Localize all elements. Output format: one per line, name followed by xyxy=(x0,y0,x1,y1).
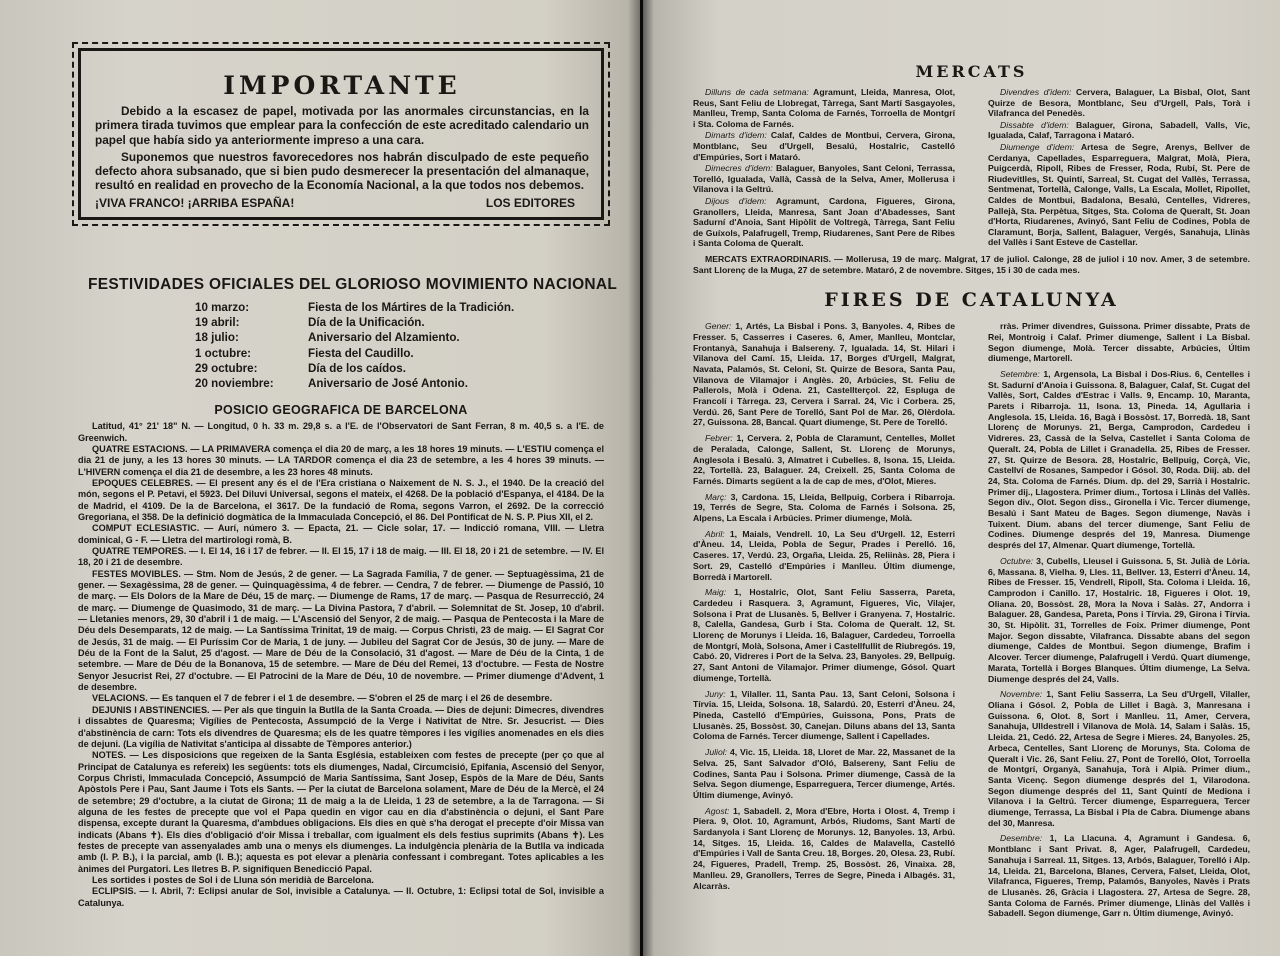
mercat-day-label: Diumenge d'idem: xyxy=(1000,141,1075,152)
fira-month-entry xyxy=(693,747,955,801)
mercat-entry xyxy=(988,142,1250,248)
fira-month-entry xyxy=(988,833,1250,919)
mercat-entry xyxy=(988,120,1250,141)
mercat-day-label: Dijous d'idem: xyxy=(705,195,767,206)
fira-month-text: 1, Argensola, La Bisbal i Dos-Rius. 6, Centelles i St. Sadurní d'Anoia i Guissona. 8, Balaguer, Calaf, St. Cugat del Vallès, Sort, Caldes d'Estrac i Valls. 9, Encamp. 10, Maranta, Parets i Ribarroja. 11, Isona. 13, Pineda. 14, Agullaria i Anglesola. 15, Lleida. 16, Bagà i Bossòst. 17, Borredà. 18, Sant Llorenç de Morunys. 21, Berga, Camprodon, Cardedeu i Vidreres. 23, Cassà de la Selva, Castellet i Santa Coloma de Queralt. 24, Pobla de Lillet i Granadella. 25, Ribes de Fresser. 27, St. Quirze de Besora. 28, Hostalric, Bellpuig, Corçà, Vic, Castellví de Rosanes, Sampedor i Gósol. 30, Roda. Diij. ab. del 24, Sta. Coloma de Farnés. Dium. dp. del 29, Sarrià i Hostalric. Primer dij., Llagostera. Primer dium., Tortosa i Llinàs del Vallès. Segon div., Olot. Segon diss., Gironella i Vic. Tercer diumenge, Besalú i Sant Mateu de Bages. Segon diumenge, Navàs i Tuixent. Dium. abans del tercer diumenge, Sant Feliu de Codines. Diumenge després del 19, Manresa. Diumenge després del 17, Almenar. Quart diumenge, Tortellà. xyxy=(988,368,1251,551)
posicio-title: POSICIO GEOGRAFICA DE BARCELONA xyxy=(214,403,468,418)
right-page xyxy=(643,0,1280,956)
mercat-towns: Calaf, Caldes de Montbui, Cervera, Girona, Montblanc, Seu d'Urgell, Besalú, Hostalric, Castelló d'Empúries, Sort i Mataró. xyxy=(693,130,956,162)
mercat-entry xyxy=(988,87,1250,119)
importante-footer xyxy=(95,196,589,210)
fira-month-text: 1, Sabadell. 2, Mora d'Ebre, Horta i Olost. 4, Tremp i Piera. 9, Olot. 10, Agramunt, Arbós, Riudoms, Sant Martí de Sardanyola i Sant Llorenç de Morunys. 12, Banyoles. 13, Arbú. 14, Sitges. 15, Lleida. 16, Caldes de Malavella, Castelló d'Empúries i Vall de Santa Creu. 18, Borges. 20, Olesa. 23, Rubí. 24, Figueres, Pradell, Tremp. 25, Bossòst. 26, Vinaixa. 28, Manlleu. 29, Granollers, Terres de Segre, Pineda i Albagés. 31, Alcarràs. xyxy=(693,805,955,891)
posicio-paragraph: Latitud, 41° 21' 18" N. — Longitud, 0 h. 33 m. 29,8 s. a l'E. de l'Observatori de Sant Ferran, 8 m. 40,5 s. a l'E. de Greenwich. xyxy=(78,421,604,443)
fira-month-entry xyxy=(988,689,1250,828)
importante-title: IMPORTANTE xyxy=(223,71,461,100)
festividad-row xyxy=(195,346,604,361)
mercat-day-label: Divendres d'idem: xyxy=(1000,87,1072,97)
fira-month-label: Abril: xyxy=(705,528,725,539)
festividad-desc: Día de la Unificación. xyxy=(308,316,425,330)
posicio-paragraph: COMPUT ECLESIASTIC. — Aurí, número 3. — Epacta, 21. — Cicle solar, 17. — Indicció romana, VIII. — Lletra dominical, G - F. — Lletra del martirologi romà, B. xyxy=(78,523,604,545)
mercat-towns: Artesa de Segre, Arenys, Bellver de Cerdanya, Capellades, Esparreguera, Malgrat, Molà, Piera, Puigcerdà, Ripoll, Ribes de Fresser, Roda, Rubí, St. Pere de Riudevitlles, St. Quintí, Sarreal, St. Cugat del Vallès, Terrassa, Sentmenat, Tortellà, Calonge, Valls, La Escala, Mollet, Ripollet, Caldes de Montbui, Badalona, Besalú, Centelles, Vidreres, Pallejà, Sta. Perpètua, Sitges, Sta. Coloma de Queralt, St. Joan d'Horta, Riudarenes, Avinyó, Sant Feliu de Codines, Pobla de Claramunt, Borja, Sallent, Balaguer, Vergés, Sanahuja, Llinàs del Vallès i Sant Esteve de Castellar. xyxy=(988,141,1250,248)
mercats-column-2 xyxy=(988,87,1250,250)
fira-month-entry xyxy=(693,433,955,487)
fires-column-2 xyxy=(988,321,1250,924)
festividad-row xyxy=(195,315,604,330)
mercat-towns: Agramunt, Cardona, Figueres, Girona, Granollers, Lleida, Manresa, Sant Joan d'Abadesses, Sant Sadurní d'Anoia, Sant Hipòlit de Voltregà, Tàrrega, Sant Feliu de Guíxols, Palafrugell, Tremp, Riudarenes, Sant Pere de Ribes i Santa Coloma de Queralt. xyxy=(693,195,955,249)
posicio-paragraph: VELACIONS. — Es tanquen el 7 de febrer i el 1 de desembre. — S'obren el 25 de març i el 26 de desembre. xyxy=(92,693,553,704)
importante-slogan: ¡VIVA FRANCO! ¡ARRIBA ESPAÑA! xyxy=(95,195,295,210)
festividad-date: 18 julio: xyxy=(195,331,239,345)
fira-month-entry xyxy=(988,369,1250,551)
fira-month-entry xyxy=(988,321,1250,364)
festividad-row xyxy=(195,376,604,391)
fira-month-text: rràs. Primer divendres, Guissona. Primer dissabte, Prats de Rei, Montroig i Calaf. Primer diumenge, Sallent i La Bisbal. Segon diumenge, Molà. Tercer dissabte, Arbúcies, Últim diumenge, Martorell. xyxy=(988,321,1250,364)
festividades-list xyxy=(195,300,604,391)
importante-notice xyxy=(78,48,604,220)
fira-month-text: 1, Artés, La Bisbal i Pons. 3, Banyoles. 4, Ribes de Fresser. 5, Casserres i Caseres. 6, Amer, Manlleu, Montclar, Frontanyà, Sanahuja i Balsereny. 7, Igualada. 14, St. Hilari i Vilanova del Camí. 15, Lleida. 17, Borges d'Urgell, Malgrat, Navata, Palamós, St. Celoni, St. Quirze de Besora, Santa Pau, Vilanova de Vilamajor i Anglès. 20, Arbúcies, St. Feliu de Pallerols, Molà i Odena. 21, Castellterçol. 22, Espluga de Francolí i Tàrrega. 23, Cervera i Sarral. 24, Vic i Corbera. 25, Verdú. 26, Sant Pere de Torelló, Sant Pol de Mar. 26, Olèrdola. 27, Guissona. 28, Bancal. Quart diumenge, St. Pere de Torelló. xyxy=(693,321,956,428)
mercats-title: MERCATS xyxy=(915,62,1028,81)
fira-month-text: 1, Sant Feliu Sasserra, La Seu d'Urgell, Vilaller, Oliana i Gósol. 2, Pobla de Lillet i Bagà. 3, Manresana i Guissona. 6, Olot. 8, Sort i Manlleu. 11, Amer, Cervera, Sanahuja, Ulldestrell i Vilanova de Molà. 14, Salam i Salàs. 15, Lleida. 21, Cedó. 22, Artesa de Segre i Mieres. 24, Banyoles. 25, Arbeca, Centelles, Sant Llorenç de Morunys, Sta. Coloma de Queralt i Vic. 26, Sant Feliu. 27, Pont de Torelló, Olot, Torroella de Montgrí, Organyà, Sanahuja, Torà i Alpià. Primer dium., Santa Vicenç. Segon diumenge després del 1, Vilarodona. Segon diumenge després del 11, Sant Quintí de Mediona i Vilanova i la Geltrú. Tercer diumenge, Esparreguera, Tercer diumenge, Terrassa, La Bisbal i Pla de Cabra. Diumenge abans del 30, Manresa. xyxy=(988,689,1250,828)
mercat-entry xyxy=(693,87,955,129)
mercat-day-label: Dissabte d'idem: xyxy=(1000,119,1069,130)
fires-columns xyxy=(693,321,1250,924)
festividades-title: FESTIVIDADES OFICIALES DEL GLORIOSO MOVIMIENTO NACIONAL xyxy=(88,276,618,293)
fira-month-label: Desembre: xyxy=(1000,833,1043,844)
fira-month-entry xyxy=(988,556,1250,684)
festividad-desc: Fiesta del Caudillo. xyxy=(308,346,414,360)
fira-month-entry xyxy=(693,587,955,683)
fira-month-entry xyxy=(693,806,955,892)
fira-month-text: 1, Cervera. 2, Pobla de Claramunt, Centelles, Mollet de Peralada, Calonge, Sallent, St. Llorenç de Morunys, Anglesola i Besalú. 3, Almatret i Cubelles. 8, Isona. 15, Lleida. 22, Tortellà. 23, Balaguer. 24, Creixell. 25, Santa Coloma de Farnés. Dimarts següent a la de cap de mes, d'Olot, Mieres. xyxy=(693,433,955,486)
festividad-row xyxy=(195,300,604,315)
festividad-desc: Fiesta de los Mártires de la Tradición. xyxy=(308,301,515,314)
posicio-paragraph: EPOQUES CELEBRES. — El present any és el de l'Era cristiana o Naixement de N. S. J., el 1940. De la creació del món, segons el P. Petavi, el 5923. Del Diluvi Universal, segons el mateix, el 4268. De la població d'Espanya, el 4184. De la de Madrid, el 4109. De la de Barcelona, el 3617. De la fundació de Roma, segons Varron, el 2692. De la correcció Gregoriana, el 358. De la definició dogmàtica de la Immaculada Concepció, el 86. Del Pontificat de N. S. P. Pius XII, el 2. xyxy=(78,477,604,522)
mercat-entry xyxy=(693,163,955,195)
mercat-towns: Balaguer, Girona, Sabadell, Valls, Vic, Igualada, Calaf, Tarragona i Mataró. xyxy=(988,119,1250,141)
festividad-date: 29 octubre: xyxy=(195,361,258,375)
fira-month-text: 3, Cubells, Lleusel i Guissona. 5, St. Julià de Lòria. 6, Massana. 8, Vielha. 9, Lles. 11, Bellver. 13, Esterri d'Àneu. 14, Ribes de Fresser. 15, Vendrell, Ripoll, Sta. Coloma i Lleida. 16, Camprodon i Canillo. 17, Hostalric. 18, Figueres i Olot. 19, Oliana. 20, Bossòst. 28, Mora la Nova i Salàs. 27, Andorra i Balaguer. 28, Gandesa, Pareta, Pons i Tírvia. 29, Girona i Tírvia. 30, St. Hipòlit. 31, Torrelles de Foix. Primer diumenge, Pont Major. Segon dissabte, Vilafranca. Dissabte abans del segon diumenge, Caldes de Montbui. Segon diumenge, Brafim i Alcover. Tercer diumenge, Palafrugell i Verdú. Quart diumenge, Marata, Tortellà i Borges Blanques. Últim diumenge, La Selva. Diumenge després del 24, Valls. xyxy=(988,555,1250,684)
fira-month-label: Juliol: xyxy=(705,747,728,758)
fires-column-1 xyxy=(693,321,955,924)
fira-month-entry xyxy=(693,321,955,428)
fira-month-label: Novembre: xyxy=(1000,689,1043,700)
fira-month-label: Agost: xyxy=(705,805,730,816)
fira-month-entry xyxy=(693,529,955,583)
posicio-text xyxy=(78,421,604,909)
mercat-towns: Cervera, Balaguer, La Bisbal, Olot, Sant Quirze de Besora, Montblanc, Seu d'Urgell, Pals, Torà i Vilafranca del Penedès. xyxy=(988,87,1250,119)
fira-month-label: Gener: xyxy=(705,321,732,332)
fira-month-label: Setembre: xyxy=(1000,368,1040,379)
posicio-paragraph: FESTES MOVIBLES. — Stm. Nom de Jesús, 2 de gener. — La Sagrada Família, 7 de gener. — Septuagèssima, 21 de gener. — Sexagèssima, 28 de gener. — Quinquagèssima, 4 de febrer. — Cendra, 7 de febrer. — Diumenge de Passió, 10 de març. — Els Dolors de la Mare de Déu, 15 de març. — Diumenge de Rams, 17 de març. — Pasqua de Resurrecció, 24 de març. — Diumenge de Quasimodo, 31 de març. — La Divina Pastora, 7 d'abril. — Solemnitat de St. Josep, 10 d'abril. — Lletanies menors, 29, 30 d'abril i 1 de maig. — L'Ascensió del Senyor, 2 de maig. — Pasqua de Pentecosta i la Mare de Déu dels Desemparats, 12 de maig. — La Santíssima Trinitat, 19 de maig. — Corpus Christi, 23 de maig. — El Sagrat Cor de Jesús, 31 de maig. — El Puríssim Cor de Maria, 1 de juny. — Jubileu del Sagrat Cor de Jesús, 30 de juny. — Mare de Déu de la Font de la Salut, 25 d'agost. — Mare de Déu de la Consolació, 31 d'agost. — Mare de Déu de la Cinta, 1 de setembre. — Mare de Déu de la Bonanova, 15 de setembre. — Mare de Déu del Remei, 13 d'octubre. — Festa de Nostre Senyor Jesucrist Rei, 27 d'octubre. — El Patrocini de la Mare de Déu, 10 de novembre. — Primer diumenge d'Advent, 1 de desembre. xyxy=(78,568,604,693)
importante-paragraph-1: Debido a la escasez de papel, motivada por las anormales circunstancias, en la primera tirada tuvimos que emplear para la confección de este acreditado calendario un papel que había sido ya anteriormente impreso a una cara. xyxy=(95,104,589,147)
fira-month-label: Març: xyxy=(705,491,727,502)
fires-title: FIRES DE CATALUNYA xyxy=(824,289,1119,312)
mercat-entry xyxy=(693,196,955,249)
fira-month-text: 1, Hostalric, Olot, Sant Feliu Sasserra, Pareta, Cardedeu i Rasquera. 3, Agramunt, Figueres, Vic, Vilajer, Solsona i Prat de Llusanès. 5, Bellver i Granyena. 7, Hostalric. 8, Calella, Gandesa, Gurb i Sta. Coloma de Queralt. 12, St. Llorenç de Morunys i Lleida. 16, Balaguer, Cardedeu, Torroella de Montgrí, Molà, Solsona, Amer i Castellfullit de Riubregós. 19, Cabó. 20, Vidreres i Port de la Selva. 23, Banyoles. 29, Bellpuig. 27, Sant Antoni de Vilamajor. Primer diumenge, Gósol. Quart diumenge, Tortellà. xyxy=(693,587,955,683)
mercats-columns xyxy=(693,87,1250,250)
mercat-day-label: Dimecres d'idem: xyxy=(705,163,773,174)
posicio-paragraph: QUATRE TEMPORES. — I. El 14, 16 i 17 de febrer. — II. El 15, 17 i 18 de maig. — III. El 18, 20 i 21 de setembre. — IV. El 18, 20 i 21 de desembre. xyxy=(78,546,604,568)
festividad-date: 10 marzo: xyxy=(195,301,250,314)
posicio-paragraph: ECLIPSIS. — I. Abril, 7: Eclipsi anular de Sol, invisible a Catalunya. — II. Octubre, 1: Eclipsi total de Sol, invisible a Catalunya. xyxy=(78,886,604,908)
importante-paragraph-2: Suponemos que nuestros favorecedores nos habrán disculpado de este pequeño defecto ahora subsanado, que si bien pudo desmerecer la presentación del almanaque, resultó en realidad en provecho de la Economía Nacional, a la que todos nos debemos. xyxy=(95,149,589,193)
mercats-extraordinaris: MERCATS EXTRAORDINARIS. — Mollerusa, 19 de març. Malgrat, 17 de juliol. Calonge, 28 de juliol i 10 nov. Amer, 3 de setembre. Sant Llorenç de la Muga, 27 de setembre. Mataró, 2 de novembre. Sitges, 15 i 30 de cada mes. xyxy=(693,253,1250,275)
festividad-desc: Aniversario de José Antonio. xyxy=(308,377,468,391)
fira-month-text: 4, Vic. 15, Lleida. 18, Lloret de Mar. 22, Massanet de la Selva. 25, Sant Salvador d'Oló, Balsereny, Sant Feliu de Codines, Santa Pau i Solsona. Primer diumenge, Cassà de la Selva. Segon diumenge, Esparreguera, Tercer diumenge, Artés. Últim diumenge, Avinyó. xyxy=(693,747,955,800)
fira-month-label: Juny: xyxy=(705,688,726,699)
festividad-date: 1 octubre: xyxy=(195,346,252,360)
posicio-paragraph: NOTES. — Les disposicions que regeixen de la Santa Església, estableixen com festes de precepte (per ço que al Principat de Catalunya es refereix) les següents: tots els diumenges, Nadal, Circumcisió, Epifania, Ascensió del Senyor, Corpus Christi, Immaculada Concepció, Assumpció de Maria Santíssima, Sant Josep, Espòs de la Mare de Déu, Sants Apòstols Pere i Pau, Sant Jaume i Tots els Sants. — Per la ciutat de Barcelona solament, Mare de Déu de la Mercè, el 24 de setembre; 29 d'octubre, a la ciutat de Girona; 11 de maig a la de Lleida, 1 23 de setembre, a la de Tarragona. — Si alguna de les festes de precepte que vol el Papa quedin en vigor cau en dia d'abstinència o dejuni, el Sant Pare dispensa, excepte durant la Quaresma, d'ambdues obligacions. Els dies en què s'ha derogat el precepte d'oir Missa van indicats (Abans ✝). Els dies d'obligació d'oir Missa i treballar, com igualment els dels festius suprimits (Abans ✝). Les festes de precepte van assenyalades amb una o menys els diumenges. La indulgència plenària de la Butlla va indicada amb (I. P. B.), i la parcial, amb (I. B.); aquesta es pot elevar a plenària confessant i combregant. Totes aplicables a les ànimes del Purgatori. Les lletres B. P. signifiquen Benedicció Papal. xyxy=(78,750,604,874)
mercat-day-label: Dilluns de cada setmana: xyxy=(705,87,809,97)
fira-month-text: 1, Vilaller. 11, Santa Pau. 13, Sant Celoni, Solsona i Tírvia. 15, Lleida, Solsona. 18, Salardú. 20, Esterri d'Àneu. 24, Pineda, Castelló d'Empúries, Guissona, Pons, Prats de Llusanès. 25, Bossòst. 30, Canejan. Diluns abans del 13, Santa Coloma de Farnés. Tercer diumenge, Sallent i Capellades. xyxy=(693,688,955,742)
fira-month-text: 3, Cardona. 15, Lleida, Bellpuig, Corbera i Ribarroja. 19, Terrés de Segre, Sta. Coloma de Farnés i Solsona. 25, Alpens, La Escala i Arbúcies. Primer diumenge, Molà. xyxy=(693,491,955,524)
posicio-paragraph: Les sortides i postes de Sol i de Lluna són meridià de Barcelona. xyxy=(92,874,374,885)
fira-month-label: Febrer: xyxy=(705,433,733,444)
festividad-row xyxy=(195,361,604,376)
fira-month-label: Maig: xyxy=(705,587,727,598)
fira-month-text: 1, Maials, Vendrell. 10, La Seu d'Urgell. 12, Esterri d'Àneu. 14, Lleida, Pobla de Segur, Prades i Perelló. 16, Caseres. 17, Verdú. 23, Orgaña, Lleida. 25, Reliinàs. 28, Piera i Sort. 29, Castelló d'Empúries i Manlleu. Últim diumenge, Borredà i Martorell. xyxy=(693,528,955,582)
mercat-day-label: Dimarts d'idem: xyxy=(705,130,767,141)
festividad-desc: Aniversario del Alzamiento. xyxy=(308,331,460,345)
mercats-column-1 xyxy=(693,87,955,250)
mercat-entry xyxy=(693,130,955,162)
importante-signature: LOS EDITORES xyxy=(485,195,575,210)
fira-month-entry xyxy=(693,689,955,743)
festividad-date: 20 noviembre: xyxy=(195,377,274,391)
fira-month-entry xyxy=(693,492,955,524)
posicio-paragraph: QUATRE ESTACIONS. — LA PRIMAVERA comença el dia 20 de març, a les 18 hores 19 minuts. — L'ESTIU comença el dia 21 de juny, a les 13 hores 30 minuts. — LA TARDOR comença el dia 23 de setembre, a les 4 hores 39 minuts. — L'HIVERN comença el dia 21 de desembre, a les 23 hores 48 minuts. xyxy=(78,443,604,477)
festividad-desc: Día de los caídos. xyxy=(308,361,406,375)
mercat-towns: Balaguer, Banyoles, Sant Celoni, Terrassa, Torelló, Igualada, Vallà, Cassà de la Selva, Amer, Mollerusa i Vilanova i la Geltrú. xyxy=(693,163,955,195)
festividad-row xyxy=(195,330,604,345)
fira-month-label: Octubre: xyxy=(1000,555,1034,566)
mercat-towns: Agramunt, Lleida, Manresa, Olot, Reus, Sant Feliu de Llobregat, Tàrrega, Sant Martí Sasgayoles, Manlleu, Tremp, Santa Coloma de Farnés, Torroella de Montgrí i Sta. Coloma de Farnés. xyxy=(693,87,955,129)
festividad-date: 19 abril: xyxy=(195,316,240,330)
fira-month-text: 1, La Llacuna. 4, Agramunt i Gandesa. 6, Montblanc i Sant Privat. 8, Ager, Palafrugell, Cardedeu, Sanahuja i Sarreal. 11, Sitges. 13, Arbós, Balaguer, Torelló i Alp. 14, Lleida. 21, Barcelona, Blanes, Cervera, Falset, Lleida, Olot, Vilafranca, Figueres, Tremp, Palamós, Banyoles, Navès i Prats de Llusanès. 26, Gràcia i Llagostera. 27, Artesa de Segre. 28, Santa Coloma de Farnés. Primer diumenge, Llinàs del Vallès i Sabadell. Segon diumenge, Garr n. Últim diumenge, Avinyó. xyxy=(988,833,1250,919)
posicio-paragraph: DEJUNIS I ABSTINENCIES. — Per als que tinguin la Butlla de la Santa Croada. — Dies de dejuni: Dimecres, divendres i dissabtes de Quaresma; Vigílies de Pentecosta, Assumpció de la Verge i Nativitat de Ntre. Sr. Jesucrist. — Dies d'abstinència de carn: Tots els divendres de Quaresma; els de les quatre tèmpores i les vigílies anomenades en els dies de dejuni. (La vigília de Nativitat s'anticipa al dissabte de Tèmpores anterior.) xyxy=(78,704,604,749)
